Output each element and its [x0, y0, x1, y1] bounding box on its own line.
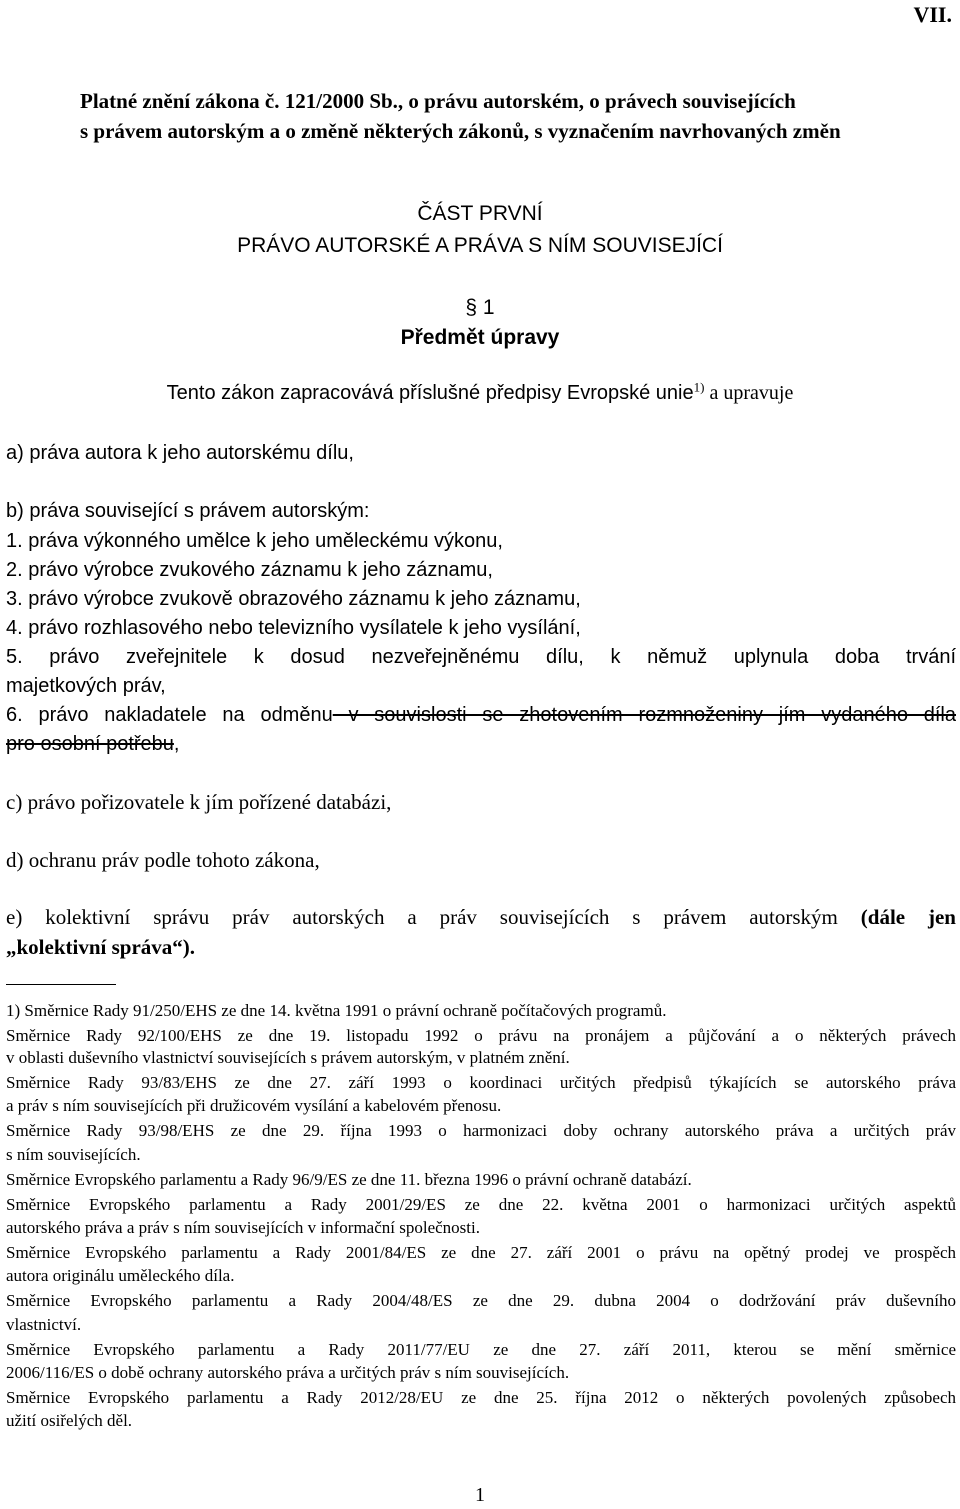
item-d: d) ochranu práv podle tohoto zákona, — [6, 848, 320, 872]
footnote-line: Směrnice Rady 93/98/EHS ze dne 29. října 1993 o harmonizaci doby ochrany autorského práva a určitých práv — [6, 1121, 956, 1140]
footnote-reference: 1) — [693, 379, 705, 395]
item-e-line-1 — [6, 902, 956, 932]
item-b-6-line-1 — [6, 700, 956, 730]
footnote-line: autorského práva a práv s ním souvisejících v informační společnosti. — [6, 1218, 480, 1237]
item-c: c) právo pořizovatele k jím pořízené databázi, — [6, 790, 392, 814]
footnote-line: vlastnictví. — [6, 1315, 82, 1334]
footnote-line: 1) Směrnice Rady 91/250/EHS ze dne 14. května 1991 o právní ochraně počítačových programů. — [6, 1001, 667, 1020]
item-b-3: 3. právo výrobce zvukově obrazového záznamu k jeho záznamu, — [6, 588, 581, 610]
item-b-6-struck-text-2: pro osobní potřebu — [6, 733, 174, 755]
item-b-6-end: , — [173, 733, 180, 755]
page-number: 1 — [475, 1484, 485, 1506]
item-b-5-line-1: 5. právo zveřejnitele k dosud nezveřejněnému dílu, k němuž uplynula doba trvání — [6, 646, 956, 668]
document-title-line-1: Platné znění zákona č. 121/2000 Sb., o právu autorském, o právech souvisejících — [80, 89, 796, 113]
item-b-2: 2. právo výrobce zvukového záznamu k jeho záznamu, — [6, 559, 493, 581]
footnote-line: užití osiřelých děl. — [6, 1411, 133, 1430]
footnote-line: Směrnice Evropského parlamentu a Rady 96/9/ES ze dne 11. března 1996 o právní ochraně databází. — [6, 1170, 692, 1189]
item-e-text: e) kolektivní správu práv autorských a práv souvisejících s právem autorským — [6, 905, 838, 929]
document-title — [80, 86, 920, 146]
section-heading — [0, 293, 960, 353]
intro-text-end: a upravuje — [704, 382, 794, 404]
item-b-1: 1. práva výkonného umělce k jeho uměleckému výkonu, — [6, 530, 503, 552]
footnote-line: v oblasti duševního vlastnictví souvisejících s právem autorským, v platném znění. — [6, 1048, 570, 1067]
footnote-line: autora originálu uměleckého díla. — [6, 1266, 235, 1285]
part-number: ČÁST PRVNÍ — [417, 202, 543, 225]
footnote-line: Směrnice Evropského parlamentu a Rady 2012/28/EU ze dne 25. října 2012 o některých povolených způsobech — [6, 1388, 956, 1407]
item-b-5-line-2: majetkových práv, — [6, 675, 166, 697]
document-title-line-2: s právem autorským a o změně některých zákonů, s vyznačením navrhovaných změn — [80, 119, 841, 143]
footnote-line: Směrnice Evropského parlamentu a Rady 2004/48/ES ze dne 29. dubna 2004 o dodržování práv duševního — [6, 1291, 956, 1310]
section-subject: Předmět úpravy — [400, 326, 560, 349]
item-b-6-struck-text: v souvislosti se zhotovením rozmnoženiny jím vydaného díla — [332, 704, 956, 726]
section-mark: § 1 — [465, 296, 495, 319]
footnote-line: Směrnice Rady 93/83/EHS ze dne 27. září 1993 o koordinaci určitých předpisů týkajících se autorského práva — [6, 1073, 956, 1092]
footnote-line: s ním souvisejících. — [6, 1145, 141, 1164]
intro-text: Tento zákon zapracovává příslušné předpisy Evropské unie — [166, 382, 694, 404]
part-name: PRÁVO AUTORSKÉ A PRÁVA S NÍM SOUVISEJÍCÍ — [237, 234, 723, 257]
item-b-6-text: 6. právo nakladatele na odměnu — [6, 704, 333, 726]
footnote-line: Směrnice Evropského parlamentu a Rady 2001/84/ES ze dne 27. září 2001 o právu na opětný prodej ve prospěch — [6, 1243, 956, 1262]
item-e-bold-text: (dále jen — [837, 905, 956, 929]
footnote-separator — [6, 984, 116, 985]
item-b: b) práva související s právem autorským: — [6, 500, 370, 522]
intro-paragraph — [0, 376, 960, 410]
footnote-line: Směrnice Evropského parlamentu a Rady 2011/77/EU ze dne 27. září 2011, kterou se mění směrnice — [6, 1340, 956, 1359]
footnote-line: Směrnice Evropského parlamentu a Rady 2001/29/ES ze dne 22. května 2001 o harmonizaci určitých aspektů — [6, 1195, 956, 1214]
footnote-line: a práv s ním souvisejících při družicovém vysílání a kabelovém přenosu. — [6, 1096, 502, 1115]
item-a: a) práva autora k jeho autorskému dílu, — [6, 442, 354, 464]
item-e-line-2: „kolektivní správa“). — [6, 935, 196, 959]
footnote-line: Směrnice Rady 92/100/EHS ze dne 19. listopadu 1992 o právu na pronájem a půjčování a o některých právech — [6, 1026, 956, 1045]
footnote-line: 2006/116/ES o době ochrany autorského práva a určitých práv s ním souvisejících. — [6, 1363, 570, 1382]
page-marker: VII. — [913, 2, 952, 27]
item-b-4: 4. právo rozhlasového nebo televizního vysílatele k jeho vysílání, — [6, 617, 581, 639]
item-b-6-line-2 — [6, 729, 956, 759]
part-heading — [0, 198, 960, 262]
